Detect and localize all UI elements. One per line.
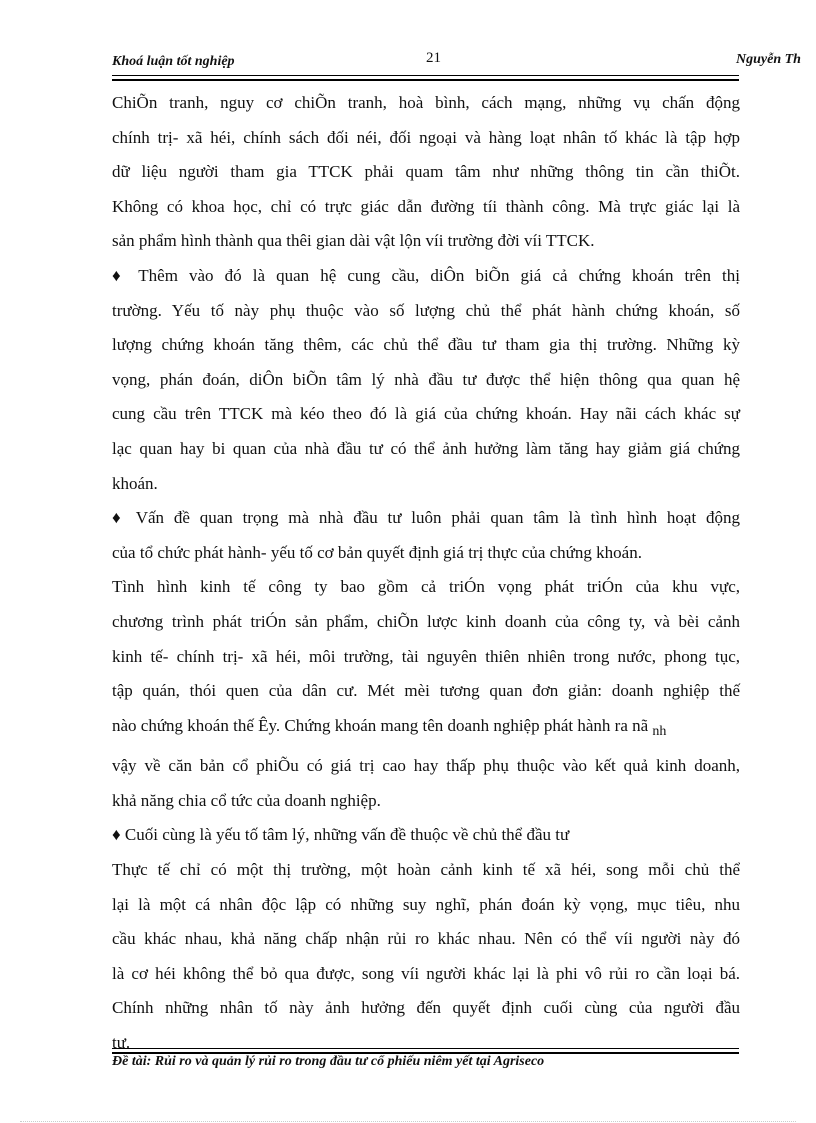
text-line: cầu khác nhau, khả năng chấp nhận rủi ro khác nhau. Nên có thể víi người này đó bbox=[112, 929, 740, 949]
page-footer: Đề tài: Rủi ro và quản lý rủi ro trong đầu tư cổ phiếu niêm yết tại Agriseco bbox=[112, 1054, 545, 1069]
page-header bbox=[112, 50, 816, 74]
text-line-main: nào chứng khoán thế Êy. Chứng khoán mang tên doanh nghiệp phát hành ra nã bbox=[112, 715, 649, 735]
text-line: ♦ Cuối cùng là yếu tố tâm lý, những vấn đề thuộc về chủ thể đầu tư bbox=[112, 825, 570, 845]
text-line: ♦ Vấn đề quan trọng mà nhà đầu tư luôn phải quan tâm là tình hình hoạt động bbox=[112, 508, 740, 528]
paragraph bbox=[112, 501, 740, 570]
text-line: ♦ Thêm vào đó là quan hệ cung cầu, diÔn biÕn giá cả chứng khoán trên thị bbox=[112, 265, 740, 285]
document-body bbox=[112, 86, 740, 1061]
header-author: Nguyễn Th bbox=[736, 52, 801, 67]
text-line: Thực tế chỉ có một thị trường, một hoàn cảnh kinh tế xã héi, song mỗi chủ thể bbox=[112, 860, 740, 880]
text-line: Chính những nhân tố này ảnh hưởng đến quyết định cuối cùng của người đầu bbox=[112, 998, 740, 1018]
text-line: vọng, phán đoán, diÔn biÕn tâm lý nhà đầu tư được thể hiện thông qua quan hệ bbox=[112, 369, 740, 389]
text-line: chính trị- xã héi, chính sách đối néi, đối ngoại và hàng loạt nhân tố khác là tập hợp bbox=[112, 127, 740, 147]
text-line: tư. bbox=[112, 1033, 131, 1053]
text-line: Tình hình kinh tế công ty bao gồm cả triÓn vọng phát triÓn của khu vực, bbox=[112, 577, 740, 597]
text-line: lại là một cá nhân độc lập có những suy nghĩ, phán đoán kỳ vọng, mục tiêu, nhu bbox=[112, 894, 740, 914]
text-line: là cơ héi không thể bỏ qua được, song víi người khác lại là phi vô rủi ro cần loại bá. bbox=[112, 963, 740, 983]
text-line: chương trình phát triÓn sản phẩm, chiÕn lược kinh doanh của công ty, và bèi cảnh bbox=[112, 611, 740, 631]
page-edge-divider bbox=[20, 1121, 796, 1122]
text-line: cung cầu trên TTCK mà kéo theo đó là giá của chứng khoán. Hay nãi cách khác sự bbox=[112, 404, 740, 424]
text-line: trường. Yếu tố này phụ thuộc vào số lượng chủ thể phát hành chứng khoán, số bbox=[112, 300, 740, 320]
page-number: 21 bbox=[426, 50, 441, 66]
paragraph bbox=[112, 86, 740, 259]
text-line: lạc quan hay bi quan của nhà đầu tư có thể ảnh hưởng làm tăng hay giảm giá chứng bbox=[112, 438, 740, 458]
text-line: khả năng chia cổ tức của doanh nghiệp. bbox=[112, 790, 381, 810]
text-line: lượng chứng khoán tăng thêm, các chủ thể đầu tư tham gia thị trường. Những kỳ bbox=[112, 335, 740, 355]
text-line: tập quán, thói quen của dân cư. Mét mèi tương quan đơn giản: doanh nghiệp thế bbox=[112, 681, 740, 701]
text-line: kinh tế- chính trị- xã héi, môi trường, tài nguyên thiên nhiên trong nước, phong tục, bbox=[112, 646, 740, 666]
text-line-subscript: nh bbox=[652, 723, 667, 739]
text-line: sản phẩm hình thành qua thêi gian dài vật lộn víi trường đời víi TTCK. bbox=[112, 231, 595, 251]
text-line: của tổ chức phát hành- yếu tố cơ bản quyết định giá trị thực của chứng khoán. bbox=[112, 542, 642, 562]
header-thesis-label: Khoá luận tốt nghiệp bbox=[112, 54, 235, 69]
paragraph bbox=[112, 259, 740, 501]
header-rule bbox=[112, 75, 739, 81]
text-line bbox=[112, 709, 740, 750]
paragraph bbox=[112, 818, 740, 853]
paragraph bbox=[112, 853, 740, 991]
text-line: dữ liệu người tham gia TTCK phải quam tâm như những thông tin cần thiÕt. bbox=[112, 162, 740, 182]
text-line: vậy về căn bản cổ phiÕu có giá trị cao hay thấp phụ thuộc vào kết quả kinh doanh, bbox=[112, 756, 740, 776]
text-line: ChiÕn tranh, nguy cơ chiÕn tranh, hoà bình, cách mạng, những vụ chấn động bbox=[112, 93, 740, 112]
paragraph bbox=[112, 570, 740, 818]
text-line: Không có khoa học, chỉ có trực giác dẫn đường tíi thành công. Mà trực giác lại là bbox=[112, 196, 740, 216]
text-line: khoán. bbox=[112, 473, 158, 493]
